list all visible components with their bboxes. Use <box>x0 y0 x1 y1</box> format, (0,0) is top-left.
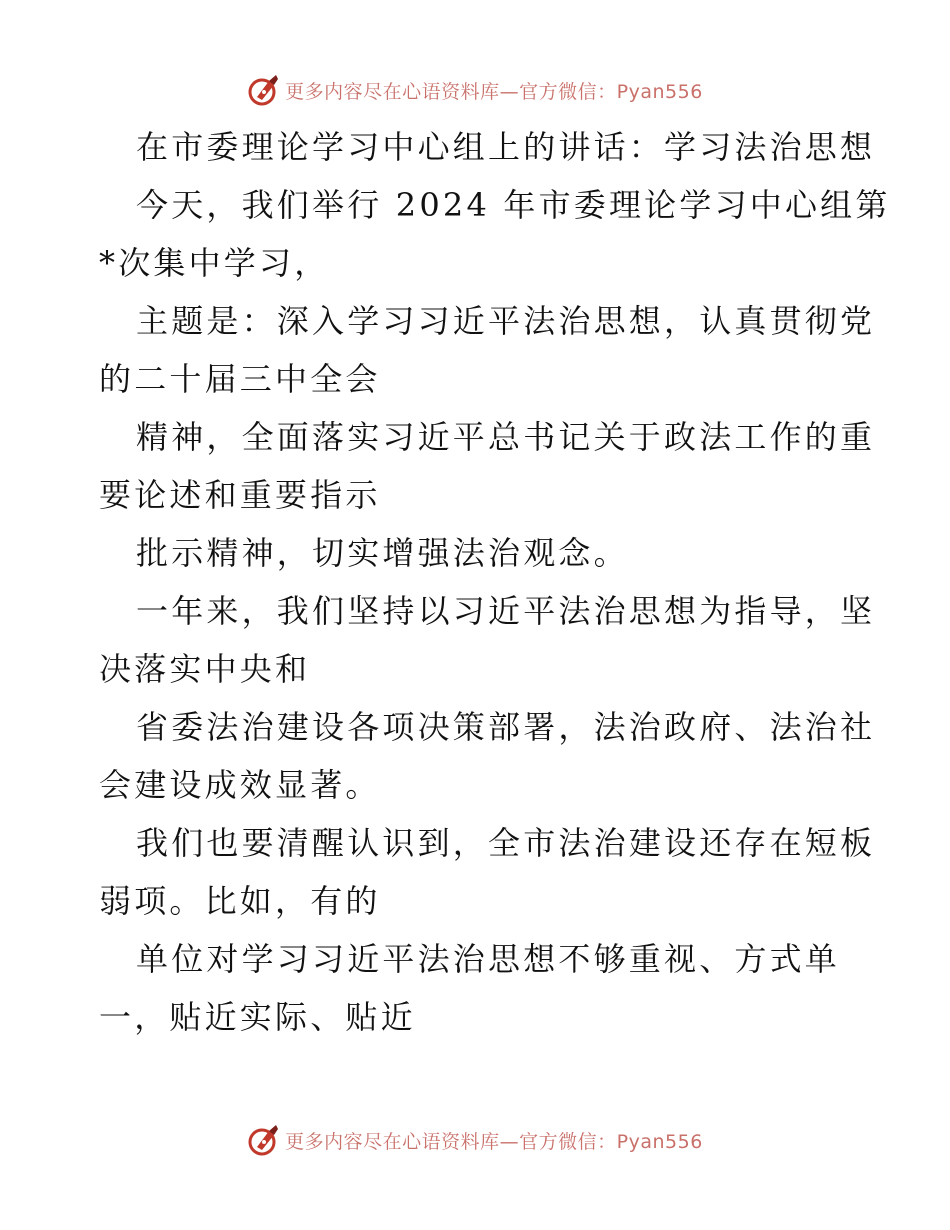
text-line: 精神，全面落实习近平总书记关于政法工作的重 <box>136 418 876 456</box>
pen-nib-circle-icon <box>247 73 281 107</box>
footer-watermark <box>0 1120 950 1160</box>
text-line: 今天，我们举行 2024 年市委理论学习中心组第 <box>136 186 891 224</box>
text-line: 会建设成效显著。 <box>99 766 381 804</box>
text-line: 省委法治建设各项决策部署，法治政府、法治社 <box>136 708 876 746</box>
text-line: 一，贴近实际、贴近 <box>99 998 416 1036</box>
header-watermark <box>0 70 950 110</box>
text-line: 一年来，我们坚持以习近平法治思想为指导，坚 <box>136 592 876 630</box>
text-line: 主题是：深入学习习近平法治思想，认真贯彻党 <box>136 302 876 340</box>
watermark-text: 更多内容尽在心语资料库—官方微信：Pyan556 <box>285 1130 703 1153</box>
text-line: 批示精神，切实增强法治观念。 <box>136 534 629 572</box>
watermark-text: 更多内容尽在心语资料库—官方微信：Pyan556 <box>285 80 703 103</box>
text-line: 的二十届三中全会 <box>99 360 381 398</box>
pen-nib-circle-icon <box>247 1123 281 1157</box>
text-line: *次集中学习， <box>99 244 330 282</box>
text-line: 要论述和重要指示 <box>99 476 381 514</box>
text-line: 我们也要清醒认识到，全市法治建设还存在短板 <box>136 824 876 862</box>
document-body <box>99 118 891 1046</box>
text-line: 单位对学习习近平法治思想不够重视、方式单 <box>136 940 841 978</box>
text-line: 在市委理论学习中心组上的讲话：学习法治思想 <box>136 128 876 166</box>
text-line: 决落实中央和 <box>99 650 311 688</box>
text-line: 弱项。比如，有的 <box>99 882 381 920</box>
